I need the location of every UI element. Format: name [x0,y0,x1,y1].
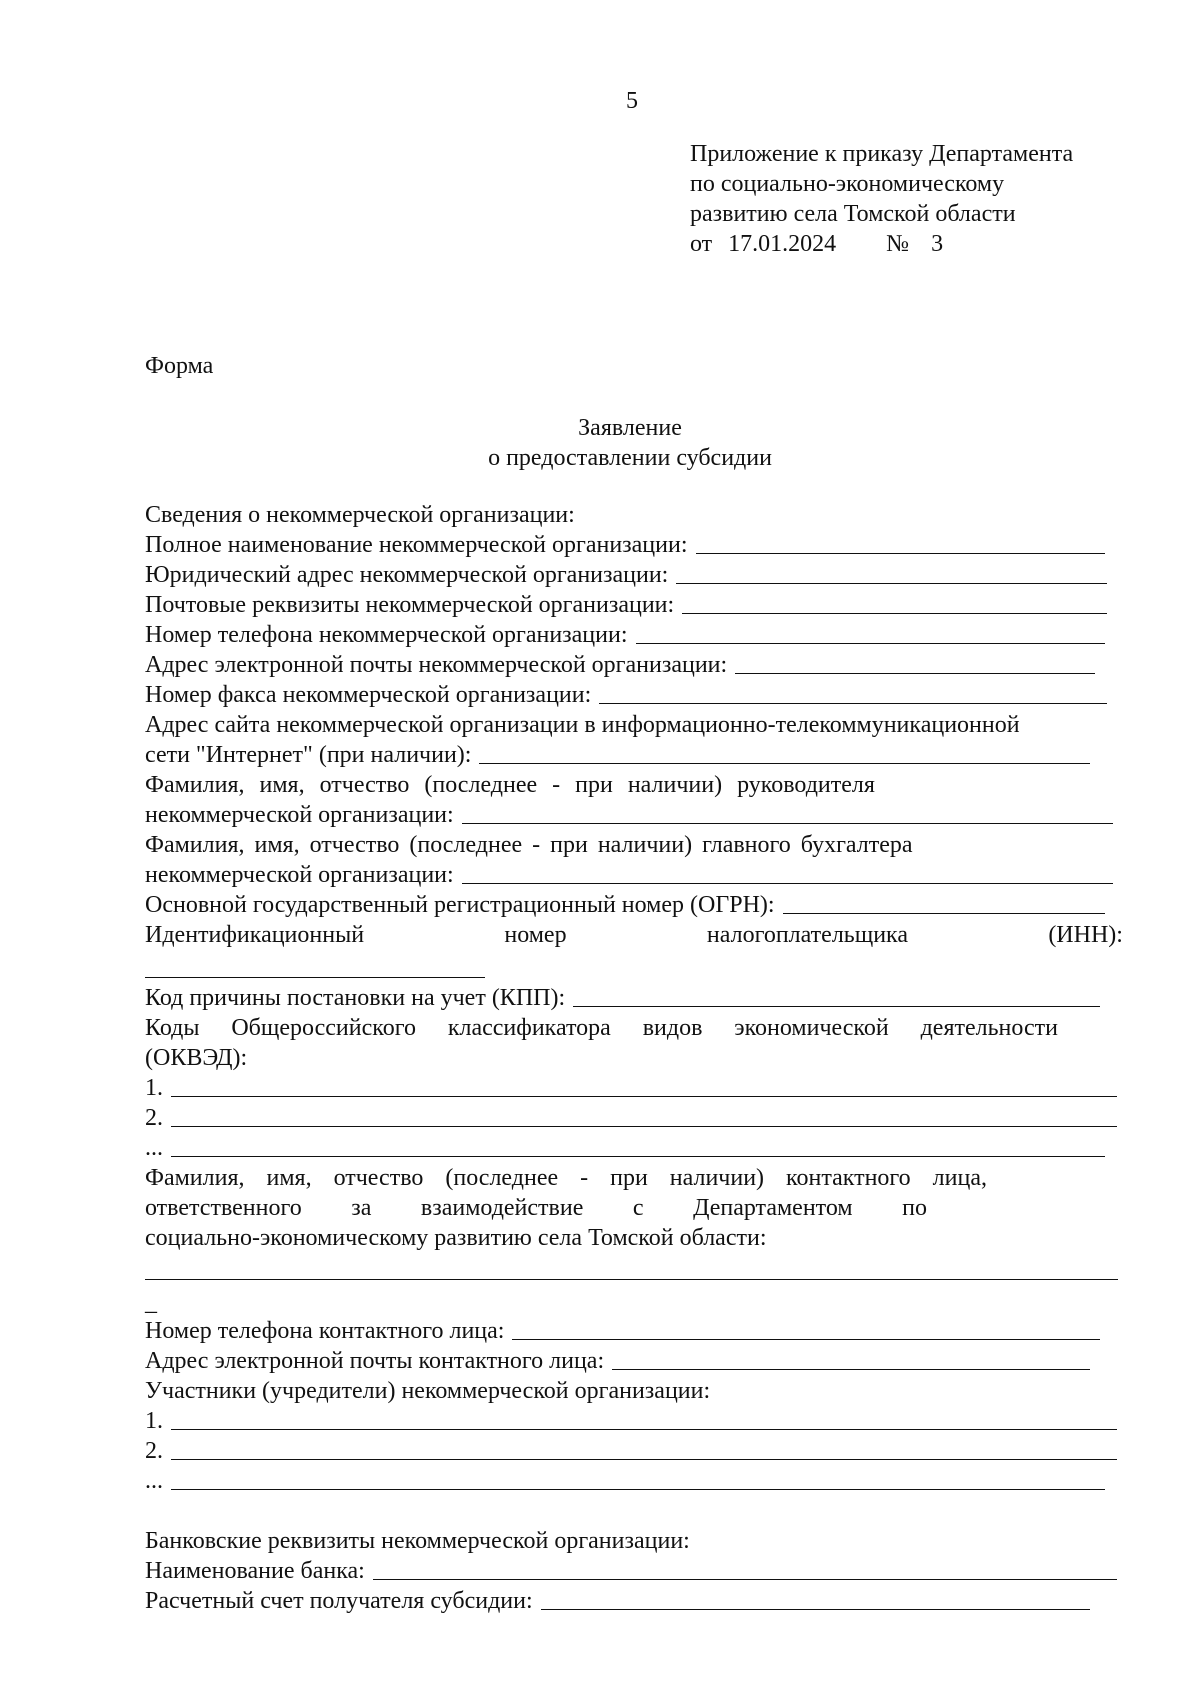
accountant-field[interactable] [145,860,1113,890]
founder-item-more[interactable] [145,1466,1105,1496]
founder-item-blank[interactable] [171,1429,1117,1430]
email-field[interactable] [145,650,1095,680]
full-name-field[interactable] [145,530,1105,560]
contact-word: лица, [932,1165,987,1191]
okved-item-number: 1. [145,1075,163,1101]
founder-item-1[interactable] [145,1406,1117,1436]
email-blank[interactable] [735,673,1095,674]
date-prefix: от [690,231,713,257]
okved-item-2[interactable] [145,1103,1117,1133]
contact-word: - [580,1165,589,1191]
contact-word: Фамилия, [145,1165,245,1191]
contact-word: за [351,1195,372,1221]
okved-item-blank[interactable] [171,1156,1105,1157]
phone-blank[interactable] [636,643,1105,644]
bank-heading: Банковские реквизиты некоммерческой организации: [145,1528,690,1554]
appendix-line-3: развитию села Томской области [690,201,1016,227]
contact-word: Департаментом [693,1195,853,1221]
contact-email-field[interactable] [145,1346,1090,1376]
form-label: Форма [145,353,214,379]
kpp-blank[interactable] [573,1006,1100,1007]
phone-field[interactable] [145,620,1105,650]
okved-word: классификатора [447,1015,611,1041]
ogrn-label: Основной государственный регистрационный номер (ОГРН): [145,892,775,918]
head-blank[interactable] [462,823,1113,824]
founders-heading: Участники (учредители) некоммерческой организации: [145,1378,711,1404]
okved-word: деятельности [920,1015,1058,1041]
postal-label: Почтовые реквизиты некоммерческой организации: [145,592,675,618]
head-label-line-2: некоммерческой организации: [145,802,454,828]
contact-dash: _ [145,1290,157,1316]
contact-word: имя, [266,1165,312,1191]
contact-phone-label: Номер телефона контактного лица: [145,1318,505,1344]
fax-label: Номер факса некоммерческой организации: [145,682,592,708]
head-field[interactable] [145,800,1113,830]
founder-item-ellipsis: ... [145,1468,163,1494]
accountant-blank[interactable] [462,883,1113,884]
postal-field[interactable] [145,590,1107,620]
legal-address-label: Юридический адрес некоммерческой организации: [145,562,669,588]
contact-word: при [610,1165,648,1191]
contact-word: взаимодействие [420,1195,584,1221]
ogrn-blank[interactable] [783,913,1105,914]
phone-label: Номер телефона некоммерческой организации: [145,622,628,648]
number-sign: № [886,231,910,257]
contact-word: наличии) [669,1165,765,1191]
inn-label-line [145,920,1123,950]
appendix-line-2: по социально-экономическому [690,171,1005,197]
accountant-label-line-2: некоммерческой организации: [145,862,454,888]
inn-blank[interactable] [145,977,485,978]
fax-field[interactable] [145,680,1107,710]
okved-item-ellipsis: ... [145,1135,163,1161]
bank-name-blank[interactable] [373,1579,1117,1580]
date-value: 17.01.2024 [728,231,837,257]
contact-label-line-1 [145,1163,987,1193]
account-field[interactable] [145,1586,1090,1616]
founder-item-number: 1. [145,1408,163,1434]
account-label: Расчетный счет получателя субсидии: [145,1588,533,1614]
inn-word: налогоплательщика [706,922,909,948]
contact-word: (последнее [445,1165,559,1191]
contact-phone-blank[interactable] [512,1339,1100,1340]
site-blank[interactable] [479,763,1090,764]
contact-phone-field[interactable] [145,1316,1100,1346]
inn-word: Идентификационный [145,922,365,948]
bank-name-field[interactable] [145,1556,1117,1586]
kpp-label: Код причины постановки на учет (КПП): [145,985,566,1011]
accountant-label-line-1: Фамилия, имя, отчество (последнее - при наличии) главного бухгалтера [145,832,913,858]
founder-item-number: 2. [145,1438,163,1464]
site-label-line-1: Адрес сайта некоммерческой организации в информационно-телекоммуникационной [145,712,1020,738]
contact-word: ответственного [145,1195,302,1221]
contact-name-blank[interactable] [145,1279,1118,1280]
contact-email-label: Адрес электронной почты контактного лица: [145,1348,605,1374]
page-number: 5 [626,88,638,114]
founder-item-2[interactable] [145,1436,1117,1466]
head-label-line-1: Фамилия, имя, отчество (последнее - при наличии) руководителя [145,772,875,798]
founder-item-blank[interactable] [171,1489,1105,1490]
kpp-field[interactable] [145,983,1100,1013]
inn-word: (ИНН): [1048,922,1123,948]
okved-item-more[interactable] [145,1133,1105,1163]
bank-name-label: Наименование банка: [145,1558,365,1584]
okved-word: видов [642,1015,703,1041]
okved-item-blank[interactable] [171,1096,1117,1097]
legal-address-blank[interactable] [676,583,1107,584]
fax-blank[interactable] [599,703,1107,704]
full-name-blank[interactable] [696,553,1106,554]
okved-word: Общероссийского [231,1015,416,1041]
founder-item-blank[interactable] [171,1459,1117,1460]
org-info-heading: Сведения о некоммерческой организации: [145,502,575,528]
legal-address-field[interactable] [145,560,1107,590]
contact-word: отчество [333,1165,424,1191]
email-label: Адрес электронной почты некоммерческой организации: [145,652,728,678]
okved-label-line-2: (ОКВЭД): [145,1045,248,1071]
contact-word: по [902,1195,927,1221]
site-label-line-2: сети "Интернет" (при наличии): [145,742,472,768]
order-number: 3 [931,231,944,257]
full-name-label: Полное наименование некоммерческой организации: [145,532,688,558]
appendix-date-line [690,229,943,259]
inn-word: номер [504,922,567,948]
okved-item-1[interactable] [145,1073,1117,1103]
okved-item-blank[interactable] [171,1126,1117,1127]
ogrn-field[interactable] [145,890,1105,920]
postal-blank[interactable] [682,613,1107,614]
contact-email-blank[interactable] [612,1369,1090,1370]
okved-item-number: 2. [145,1105,163,1131]
contact-label-line-2 [145,1193,927,1223]
appendix-line-1: Приложение к приказу Департамента [690,141,1074,167]
okved-label-line-1 [145,1013,1058,1043]
okved-word: Коды [145,1015,200,1041]
document-subtitle: о предоставлении субсидии [488,445,772,471]
contact-word: контактного [786,1165,911,1191]
document-title: Заявление [578,415,682,441]
contact-word: с [632,1195,644,1221]
okved-word: экономической [734,1015,889,1041]
account-blank[interactable] [541,1609,1090,1610]
contact-label-line-3: социально-экономическому развитию села Томской области: [145,1225,767,1251]
site-field[interactable] [145,740,1090,770]
